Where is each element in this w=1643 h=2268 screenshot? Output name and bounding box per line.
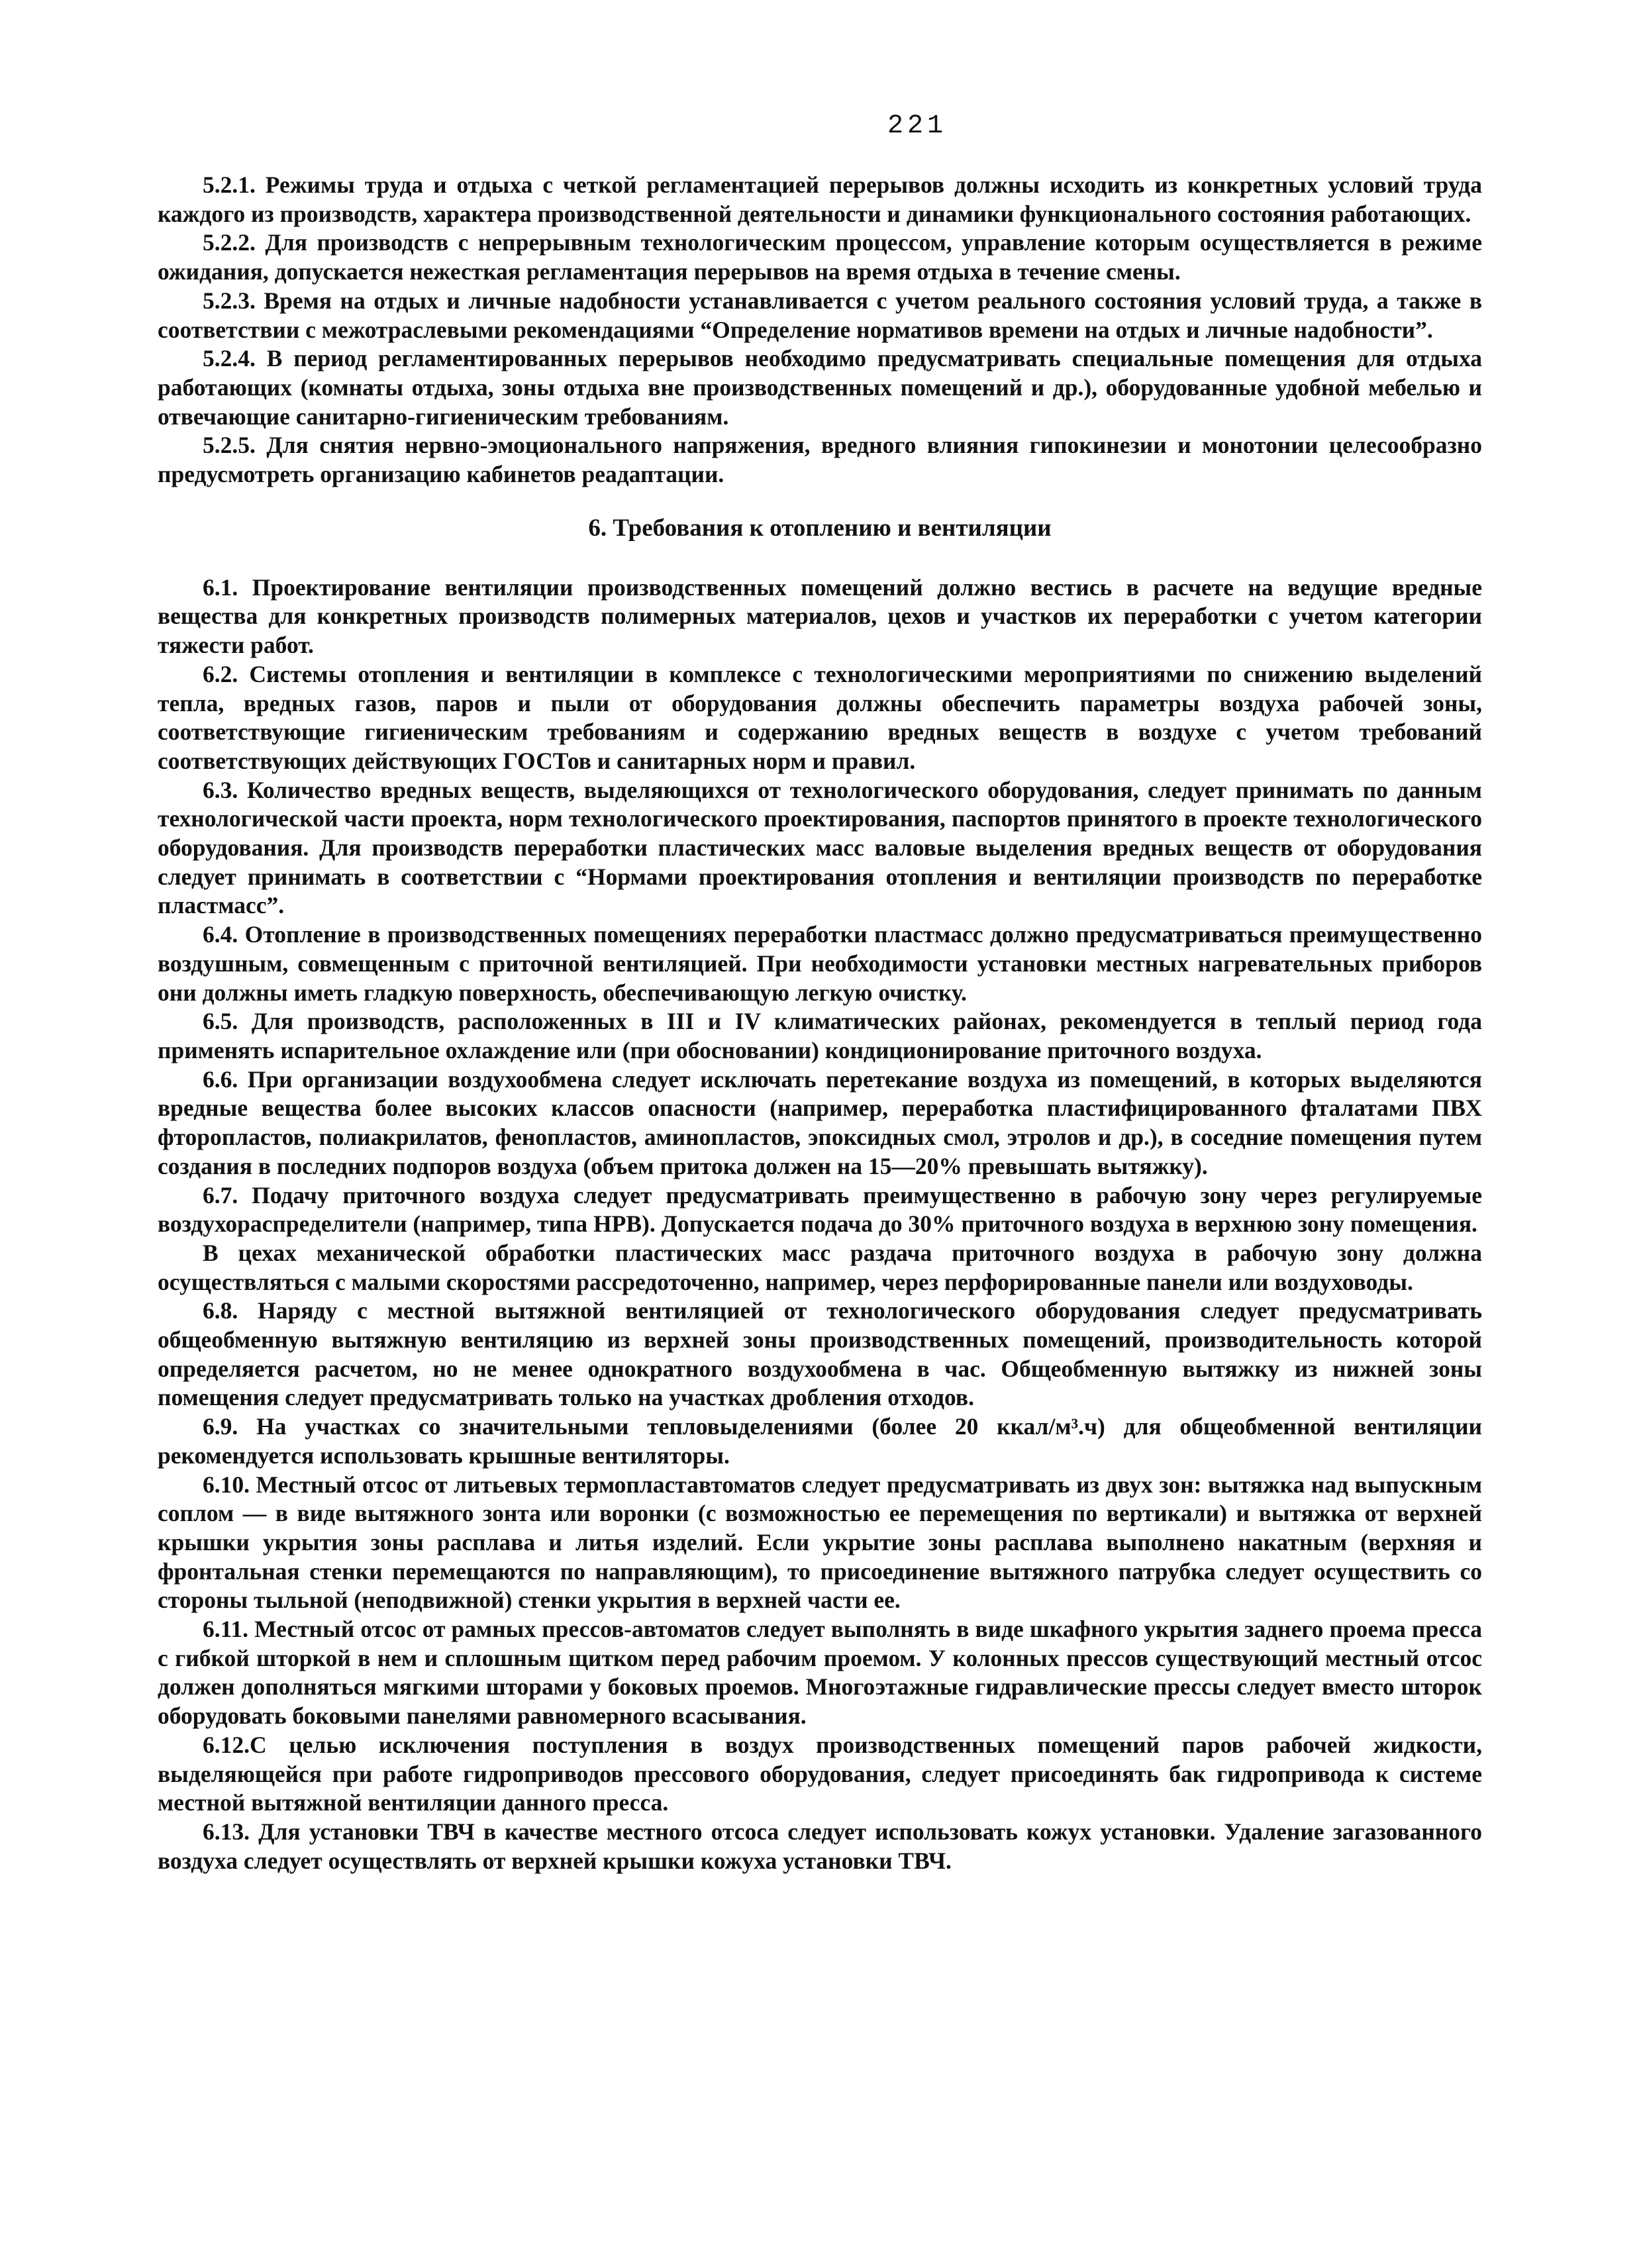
paragraph-6-10: 6.10. Местный отсос от литьевых термопластавтоматов следует предусматривать из двух зон: вытяжка над выпускным соплом — в виде вытяжного зонта или воронки (с возможностью ее перемещения по вертикали) и вытяжка от верхней крышки укрытия зоны расплава и литья изделий. Если укрытие зоны расплава выполнено накатным (верхняя и фронтальная стенки перемещаются по направляющим), то присоединение вытяжного патрубка следует осуществить со стороны тыльной (неподвижной) стенки укрытия в верхней части ее. (158, 1471, 1482, 1614)
paragraph-5-2-3: 5.2.3. Время на отдых и личные надобности устанавливается с учетом реального состояния условий труда, а также в соответствии с межотраслевыми рекомендациями “Определение нормативов времени на отдых и личные надобности”. (158, 287, 1482, 343)
paragraph-6-12: 6.12.С целью исключения поступления в воздух производственных помещений паров рабочей жидкости, выделяющейся при работе гидроприводов прессового оборудования, следует присоединять бак гидропривода к системе местной вытяжной вентиляции данного пресса. (158, 1731, 1482, 1816)
paragraph-6-3: 6.3. Количество вредных веществ, выделяющихся от технологического оборудования, следует принимать по данным технологической части проекта, норм технологического проектирования, паспортов принятого в проекте технологического оборудования. Для производств переработки пластических масс валовые выделения вредных веществ от оборудования следует принимать в соответствии с “Нормами проектирования отопления и вентиляции производств по переработке пластмасс”. (158, 776, 1482, 919)
paragraph-6-7: 6.7. Подачу приточного воздуха следует предусматривать преимущественно в рабочую зону через регулируемые воздухораспределители (например, типа НРВ). Допускается подача до 30% приточного воздуха в верхнюю зону помещения. (158, 1181, 1482, 1238)
paragraph-6-8: 6.8. Наряду с местной вытяжной вентиляцией от технологического оборудования следует предусматривать общеобменную вытяжную вентиляцию из верхней зоны производственных помещений, производительность которой определяется расчетом, но не менее однократного воздухообмена в час. Общеобменную вытяжку из нижней зоны помещения следует предусматривать только на участках дробления отходов. (158, 1297, 1482, 1411)
paragraph-6-9: 6.9. На участках со значительными тепловыделениями (более 20 ккал/м³.ч) для общеобменной вентиляции рекомендуется использовать крышные вентиляторы. (158, 1413, 1482, 1469)
paragraph-5-2-4: 5.2.4. В период регламентированных перерывов необходимо предусматривать специальные помещения для отдыха работающих (комнаты отдыха, зоны отдыха вне производственных помещений и др.), оборудованные удобной мебелью и отвечающие санитарно-гигиеническим требованиям. (158, 345, 1482, 430)
paragraph-6-4: 6.4. Отопление в производственных помещениях переработки пластмасс должно предусматриваться преимущественно воздушным, совмещенным с приточной вентиляцией. При необходимости установки местных нагревательных приборов они должны иметь гладкую поверхность, обеспечивающую легкую очистку. (158, 921, 1482, 1006)
paragraph-6-7-cont: В цехах механической обработки пластических масс раздача приточного воздуха в рабочую зону должна осуществляться с малыми скоростями рассредоточенно, например, через перфорированные панели или воздуховоды. (158, 1239, 1482, 1295)
paragraph-6-11: 6.11. Местный отсос от рамных прессов-автоматов следует выполнять в виде шкафного укрытия заднего проема пресса с гибкой шторкой в нем и сплошным щитком перед рабочим проемом. У колонных прессов существующий местный отсос должен дополняться мягкими шторами у боковых проемов. Многоэтажные гидравлические прессы следует вместо шторок оборудовать боковыми панелями равномерного всасывания. (158, 1616, 1482, 1730)
paragraph-6-5: 6.5. Для производств, расположенных в III и IV климатических районах, рекомендуется в теплый период года применять испарительное охлаждение или (при обосновании) кондиционирование приточного воздуха. (158, 1008, 1482, 1063)
document-body (158, 171, 1482, 1875)
paragraph-5-2-5: 5.2.5. Для снятия нервно-эмоционального напряжения, вредного влияния гипокинезии и монотонии целесообразно предусмотреть организацию кабинетов реадаптации. (158, 432, 1482, 488)
section-heading: 6. Требования к отоплению и вентиляции (588, 514, 1052, 542)
paragraph-5-2-1: 5.2.1. Режимы труда и отдыха с четкой регламентацией перерывов должны исходить из конкретных условий труда каждого из производств, характера производственной деятельности и динамики функционального состояния работающих. (158, 172, 1482, 227)
paragraph-6-13: 6.13. Для установки ТВЧ в качестве местного отсоса следует использовать кожух установки. Удаление загазованного воздуха следует осуществлять от верхней крышки кожуха установки ТВЧ. (158, 1818, 1482, 1874)
paragraph-6-6: 6.6. При организации воздухообмена следует исключать перетекание воздуха из помещений, в которых выделяются вредные вещества более высоких классов опасности (например, переработка пластифицированного фталатами ПВХ фторопластов, полиакрилатов, фенопластов, аминопластов, эпоксидных смол, этролов и др.), в соседние помещения путем создания в последних подпоров воздуха (объем притока должен на 15—20% превышать вытяжку). (158, 1065, 1482, 1179)
paragraph-6-2: 6.2. Системы отопления и вентиляции в комплексе с технологическими мероприятиями по снижению выделений тепла, вредных газов, паров и пыли от оборудования должны обеспечить параметры воздуха рабочей зоны, соответствующие гигиеническим требованиям и содержанию вредных веществ в воздухе с учетом требований соответствующих действующих ГОСТов и санитарных норм и правил. (158, 660, 1482, 774)
page-number: 221 (887, 111, 948, 141)
paragraph-5-2-2: 5.2.2. Для производств с непрерывным технологическим процессом, управление которым осуществляется в режиме ожидания, допускается нежесткая регламентация перерывов на время отдыха в течение смены. (158, 229, 1482, 285)
paragraph-6-1: 6.1. Проектирование вентиляции производственных помещений должно вестись в расчете на ведущие вредные вещества для конкретных производств полимерных материалов, цехов и участков их переработки с учетом категории тяжести работ. (158, 573, 1482, 659)
